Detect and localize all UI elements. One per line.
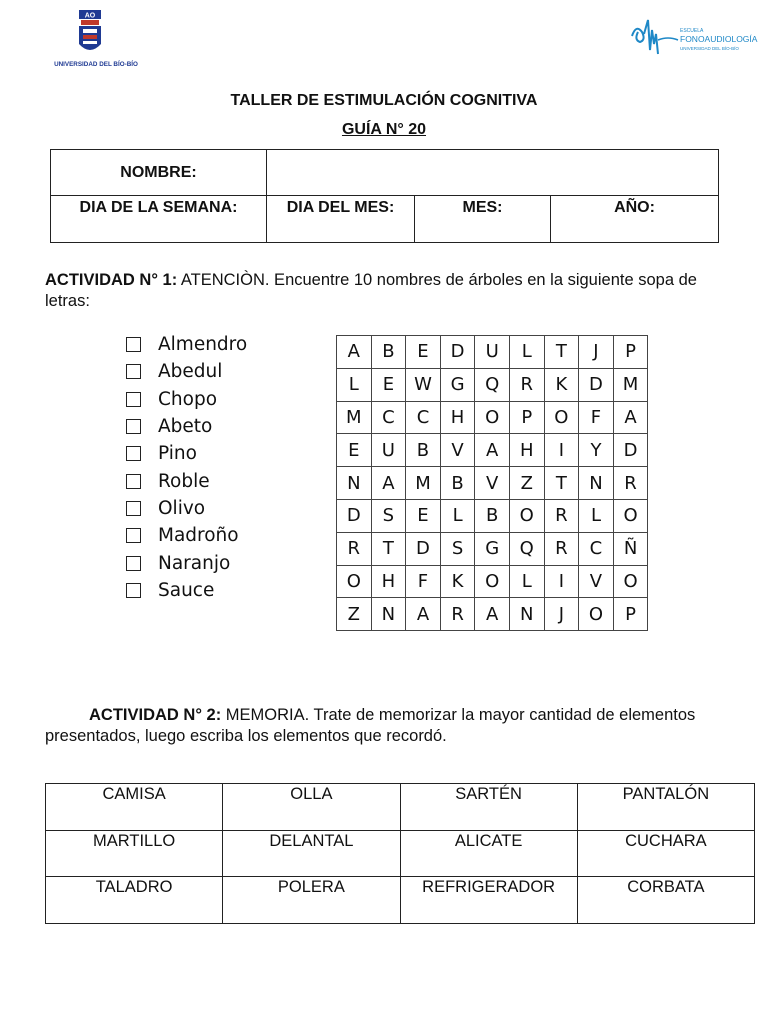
memory-item: OLLA: [223, 784, 400, 831]
word-item[interactable]: Madroño: [126, 522, 247, 549]
dia-semana-label: DIA DE LA SEMANA:: [51, 196, 267, 243]
grid-cell[interactable]: V: [440, 434, 475, 467]
grid-cell[interactable]: O: [475, 401, 510, 434]
grid-cell[interactable]: O: [475, 565, 510, 598]
activity1-label: ACTIVIDAD N° 1:: [45, 271, 178, 289]
grid-cell[interactable]: I: [544, 565, 579, 598]
grid-cell[interactable]: T: [371, 532, 406, 565]
fonoaudiologia-logo: [628, 10, 758, 66]
nombre-label: NOMBRE:: [51, 150, 267, 196]
grid-cell[interactable]: Y: [579, 434, 614, 467]
activity1-text: ATENCIÒN. Encuentre 10 nombres de árboles en la siguiente sopa de letras:: [45, 271, 697, 310]
word-item[interactable]: Olivo: [126, 495, 247, 522]
svg-text:FONOAUDIOLOGÍA: FONOAUDIOLOGÍA: [680, 34, 758, 44]
grid-cell[interactable]: A: [406, 598, 441, 631]
university-crest-icon: [46, 8, 146, 70]
grid-cell[interactable]: L: [440, 499, 475, 532]
grid-cell[interactable]: L: [509, 336, 544, 369]
grid-cell[interactable]: J: [544, 598, 579, 631]
grid-cell[interactable]: S: [440, 532, 475, 565]
grid-cell[interactable]: Z: [509, 467, 544, 500]
grid-cell[interactable]: G: [475, 532, 510, 565]
checkbox[interactable]: [126, 583, 141, 598]
grid-cell[interactable]: B: [371, 336, 406, 369]
checkbox[interactable]: [126, 556, 141, 571]
grid-cell[interactable]: O: [579, 598, 614, 631]
grid-cell[interactable]: P: [613, 336, 648, 369]
memory-item: PANTALÓN: [577, 784, 754, 831]
grid-cell[interactable]: L: [579, 499, 614, 532]
word-item[interactable]: Almendro: [126, 331, 247, 358]
mes-label: MES:: [415, 196, 551, 243]
grid-cell[interactable]: N: [509, 598, 544, 631]
grid-cell[interactable]: D: [613, 434, 648, 467]
grid-cell[interactable]: V: [579, 565, 614, 598]
grid-cell[interactable]: N: [337, 467, 372, 500]
grid-cell[interactable]: O: [613, 499, 648, 532]
student-info-table: [50, 149, 719, 243]
grid-cell[interactable]: M: [406, 467, 441, 500]
grid-cell[interactable]: A: [475, 434, 510, 467]
grid-cell[interactable]: R: [337, 532, 372, 565]
word-item[interactable]: Chopo: [126, 386, 247, 413]
grid-cell[interactable]: H: [371, 565, 406, 598]
grid-cell[interactable]: O: [613, 565, 648, 598]
grid-cell[interactable]: D: [406, 532, 441, 565]
word-search-grid: [336, 335, 648, 631]
grid-cell[interactable]: A: [613, 401, 648, 434]
word-checklist: [126, 331, 247, 604]
grid-cell[interactable]: C: [579, 532, 614, 565]
activity1-instructions: [45, 270, 735, 312]
grid-cell[interactable]: A: [337, 336, 372, 369]
dia-mes-label: DIA DEL MES:: [267, 196, 415, 243]
word-item[interactable]: Abedul: [126, 358, 247, 385]
svg-text:UNIVERSIDAD DEL BÍO-BÍO: UNIVERSIDAD DEL BÍO-BÍO: [680, 46, 739, 51]
grid-cell[interactable]: E: [406, 499, 441, 532]
checkbox[interactable]: [126, 337, 141, 352]
grid-cell[interactable]: R: [613, 467, 648, 500]
grid-cell[interactable]: P: [509, 401, 544, 434]
word-item[interactable]: Sauce: [126, 577, 247, 604]
grid-cell[interactable]: C: [406, 401, 441, 434]
grid-cell[interactable]: E: [406, 336, 441, 369]
grid-cell[interactable]: E: [371, 368, 406, 401]
activity2-label: ACTIVIDAD N° 2:: [89, 706, 222, 724]
memory-item: CORBATA: [577, 877, 754, 924]
grid-cell[interactable]: Q: [509, 532, 544, 565]
page-title: TALLER DE ESTIMULACIÓN COGNITIVA: [230, 92, 538, 109]
grid-cell[interactable]: A: [371, 467, 406, 500]
grid-cell[interactable]: M: [613, 368, 648, 401]
activity2-instructions: [45, 705, 735, 747]
ano-label: AÑO:: [551, 196, 719, 243]
memory-item: CUCHARA: [577, 830, 754, 877]
grid-cell[interactable]: K: [440, 565, 475, 598]
memory-item: TALADRO: [46, 877, 223, 924]
grid-cell[interactable]: I: [544, 434, 579, 467]
grid-cell[interactable]: D: [579, 368, 614, 401]
fonoaudiologia-wave-icon: [628, 10, 758, 66]
memory-item: SARTÉN: [400, 784, 577, 831]
grid-cell[interactable]: L: [337, 368, 372, 401]
grid-cell[interactable]: O: [509, 499, 544, 532]
grid-cell[interactable]: J: [579, 336, 614, 369]
word-item[interactable]: Roble: [126, 467, 247, 494]
checkbox[interactable]: [126, 419, 141, 434]
grid-cell[interactable]: K: [544, 368, 579, 401]
grid-cell[interactable]: B: [475, 499, 510, 532]
grid-cell[interactable]: Q: [475, 368, 510, 401]
grid-cell[interactable]: D: [337, 499, 372, 532]
checkbox[interactable]: [126, 446, 141, 461]
nombre-field[interactable]: [267, 150, 719, 196]
checkbox[interactable]: [126, 364, 141, 379]
word-item[interactable]: Pino: [126, 440, 247, 467]
svg-text:UNIVERSIDAD DEL BÍO-BÍO: UNIVERSIDAD DEL BÍO-BÍO: [54, 61, 138, 68]
memory-item: POLERA: [223, 877, 400, 924]
grid-cell[interactable]: G: [440, 368, 475, 401]
memory-item: MARTILLO: [46, 830, 223, 877]
grid-cell[interactable]: B: [406, 434, 441, 467]
grid-cell[interactable]: C: [371, 401, 406, 434]
grid-cell[interactable]: O: [544, 401, 579, 434]
grid-cell[interactable]: P: [613, 598, 648, 631]
grid-cell[interactable]: N: [371, 598, 406, 631]
grid-cell[interactable]: H: [440, 401, 475, 434]
grid-cell[interactable]: M: [337, 401, 372, 434]
grid-cell[interactable]: F: [406, 565, 441, 598]
grid-cell[interactable]: D: [440, 336, 475, 369]
grid-cell[interactable]: R: [544, 499, 579, 532]
activity2-text: MEMORIA. Trate de memorizar la mayor cantidad de elementos presentados, luego escriba los elementos que recordó.: [45, 706, 696, 745]
grid-cell[interactable]: V: [475, 467, 510, 500]
grid-cell[interactable]: F: [579, 401, 614, 434]
memory-item: REFRIGERADOR: [400, 877, 577, 924]
guide-number: GUÍA N° 20: [341, 121, 427, 138]
grid-cell[interactable]: U: [475, 336, 510, 369]
memory-item: ALICATE: [400, 830, 577, 877]
memory-items-table: [45, 783, 755, 924]
grid-cell[interactable]: W: [406, 368, 441, 401]
grid-cell[interactable]: R: [544, 532, 579, 565]
grid-cell[interactable]: E: [337, 434, 372, 467]
grid-cell[interactable]: Ñ: [613, 532, 648, 565]
svg-text:AO: AO: [84, 12, 96, 20]
grid-cell[interactable]: L: [509, 565, 544, 598]
grid-cell[interactable]: B: [440, 467, 475, 500]
grid-cell[interactable]: O: [337, 565, 372, 598]
grid-cell[interactable]: A: [475, 598, 510, 631]
grid-cell[interactable]: H: [509, 434, 544, 467]
svg-text:ESCUELA: ESCUELA: [680, 28, 704, 34]
university-logo: [46, 8, 146, 70]
checkbox[interactable]: [126, 392, 141, 407]
memory-item: DELANTAL: [223, 830, 400, 877]
grid-cell[interactable]: N: [579, 467, 614, 500]
grid-cell[interactable]: R: [509, 368, 544, 401]
grid-cell[interactable]: T: [544, 467, 579, 500]
word-item[interactable]: Naranjo: [126, 549, 247, 576]
checkbox[interactable]: [126, 528, 141, 543]
grid-cell[interactable]: Z: [337, 598, 372, 631]
checkbox[interactable]: [126, 474, 141, 489]
grid-cell[interactable]: T: [544, 336, 579, 369]
checkbox[interactable]: [126, 501, 141, 516]
grid-cell[interactable]: R: [440, 598, 475, 631]
grid-cell[interactable]: S: [371, 499, 406, 532]
memory-item: CAMISA: [46, 784, 223, 831]
grid-cell[interactable]: U: [371, 434, 406, 467]
word-item[interactable]: Abeto: [126, 413, 247, 440]
